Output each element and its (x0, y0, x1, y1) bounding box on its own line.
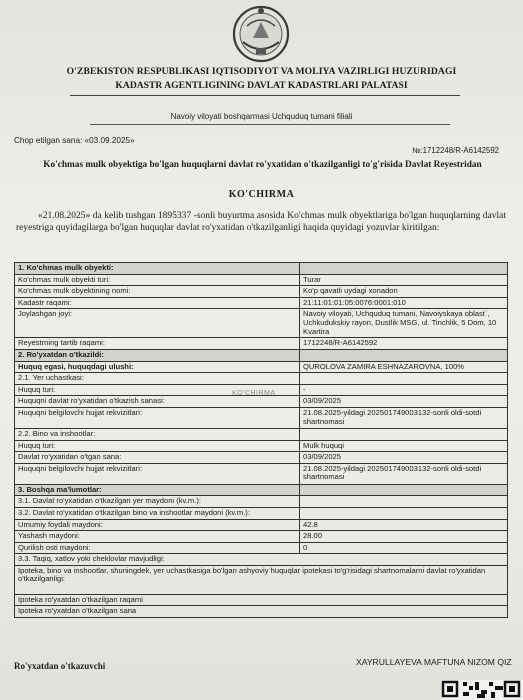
table-cell-value: Navoiy viloyati, Uchquduq tumani, Navoiyskaya oblast`, Uchkudukskiy rayon, Dustlik MSG, ul. Tinchlik, 5 Dom, 10 Kvartira (300, 309, 508, 338)
table-cell-label: 2.1. Yer uchastkasi: (15, 373, 300, 385)
qr-code-icon (441, 680, 523, 700)
table-row (15, 452, 508, 464)
table-section-row (15, 263, 508, 275)
table-row (15, 309, 508, 338)
table-row (15, 396, 508, 408)
registrar-name: XAYRULLAYEVA MAFTUNA NIZOM QIZ (356, 657, 512, 667)
table-row (15, 286, 508, 298)
agency-header: KADASTR AGENTLIGINING DAVLAT KADASTRLARI PALATASI (115, 80, 408, 91)
state-emblem-icon (229, 4, 293, 64)
table-row (15, 554, 508, 566)
intro-paragraph (16, 210, 506, 235)
table-cell-label: Umumiy foydali maydoni: (15, 519, 300, 531)
ministry-header: O'ZBEKISTON RESPUBLIKASI IQTISODIYOT VA MOLIYA VAZIRLIGI HUZURIDAGI (66, 66, 457, 77)
table-cell-value (300, 484, 508, 496)
table-cell-label: Ipoteka, bino va inshootlar, shuningdek, yer uchastkasiga bo'lgan ashyoviy huquqlar ipotekasi to'g'risidagi shartnomalarni davlat ro'yxatidan o'tkazilganligi: (15, 565, 508, 594)
document-number: №:1712248/R-A6142592 (412, 146, 499, 155)
table-cell-label: Davlat ro'yxatidan o'tgan sana: (15, 452, 300, 464)
table-row (15, 606, 508, 618)
table-cell-label: 3.2. Davlat ro'yxatidan o'tkazilgan bino va inshootlar maydoni (kv.m.): (15, 507, 300, 519)
table-row (15, 407, 508, 428)
table-cell-label: Huquq turi: (15, 440, 300, 452)
table-cell-value (300, 349, 508, 361)
branch-underline (90, 124, 450, 125)
table-row (15, 440, 508, 452)
table-cell-value: 21.08.2025-yildagi 202501749003132-sonli oldi-sotdi shartnomasi (300, 463, 508, 484)
watermark-text: KO'CHIRMA (232, 390, 276, 397)
table-cell-value (300, 263, 508, 275)
table-row (15, 297, 508, 309)
intro-text: «21.08.2025» da kelib tushgan 1895337 -sonli buyurtma asosida Ko'chmas mulk obyektlariga bo'lgan huquqlarning davlat reyestriga quyidagilarga bo'lgan huquqlar davlat ro'yxatidan o'tkazilganligi haqida quyidagi yozuvlar kiritilgan: (16, 211, 506, 234)
table-cell-label: Huquq egasi, huquqdagi ulushi: (15, 361, 300, 373)
table-cell-value: 21:11:01:01:05:0076:0001:010 (300, 297, 508, 309)
table-cell-value: Turar (300, 274, 508, 286)
table-cell-label: 2.2. Bino va inshootlar: (15, 428, 300, 440)
print-date: Chop etilgan sana: «03.09.2025» (14, 136, 135, 145)
table-row (15, 594, 508, 606)
table-cell-label: Joylashgan joyi: (15, 309, 300, 338)
table-cell-label: Ko'chmas mulk obyektining nomi: (15, 286, 300, 298)
table-cell-value: 03/09/2025 (300, 452, 508, 464)
branch-name: Navoiy viloyati boshqarmasi Uchquduq tumani filiali (170, 112, 353, 121)
table-cell-label: 3. Boshqa ma'lumotlar: (15, 484, 300, 496)
table-row (15, 428, 508, 440)
document-title: Ko'chmas mulk obyektiga bo'lgan huquqlarni davlat ro'yxatidan o'tkazilganligi to'g'risida Davlat Reyestridan (43, 160, 482, 170)
table-cell-label: Huquqni davlat ro'yxatidan o'tkazish sanasi: (15, 396, 300, 408)
table-cell-label: Reyestrning tartib raqami: (15, 338, 300, 350)
table-row (15, 507, 508, 519)
table-cell-label: Huquq turi: (15, 384, 300, 396)
table-cell-value: - (300, 384, 508, 396)
table-cell-label: 3.3. Taqiq, xatlov yoki cheklovlar mavjudligi: (15, 554, 508, 566)
table-row (15, 274, 508, 286)
table-cell-label: 2. Ro'yxatdan o'tkazildi: (15, 349, 300, 361)
table-cell-value: 21.08.2025-yildagi 202501749003132-sonli oldi-sotdi shartnomasi (300, 407, 508, 428)
table-section-row (15, 484, 508, 496)
registrar-label: Ro'yxatdan o'tkazuvchi (14, 661, 106, 671)
table-cell-label: 3.1. Davlat ro'yxatidan o'tkazilgan yer maydoni (kv.m.): (15, 496, 300, 508)
table-cell-value: QUROLOVA ZAMIRA ESHNAZAROVNA, 100% (300, 361, 508, 373)
table-cell-value: Ko'p qavatli uydagi xonadon (300, 286, 508, 298)
table-row (15, 531, 508, 543)
table-cell-value: 42.8 (300, 519, 508, 531)
table-cell-value (300, 373, 508, 385)
table-cell-value: Mulk huquqi (300, 440, 508, 452)
table-cell-label: 1. Ko'chmas mulk obyekti: (15, 263, 300, 275)
table-row (15, 565, 508, 594)
table-cell-label: Yashash maydoni: (15, 531, 300, 543)
table-cell-value: 03/09/2025 (300, 396, 508, 408)
table-row (15, 496, 508, 508)
table-section-row (15, 349, 508, 361)
table-row (15, 338, 508, 350)
table-cell-label: Huquqni belgilovchi hujjat rekvizitlari: (15, 463, 300, 484)
table-cell-value: 1712248/R-A6142592 (300, 338, 508, 350)
table-cell-label: Huquqni belgilovchi hujjat rekvizitlari: (15, 407, 300, 428)
table-row (15, 361, 508, 373)
table-row (15, 463, 508, 484)
table-cell-label: Ko'chmas mulk obyekti turi: (15, 274, 300, 286)
header-divider (70, 95, 460, 96)
table-cell-value (300, 507, 508, 519)
document-kind: KO'CHIRMA (228, 189, 295, 200)
table-cell-value (300, 496, 508, 508)
table-row (15, 542, 508, 554)
table-cell-value: 28.00 (300, 531, 508, 543)
table-row (15, 519, 508, 531)
table-cell-label: Qurilish osti maydoni: (15, 542, 300, 554)
table-cell-label: Kadastr raqami: (15, 297, 300, 309)
table-cell-label: Ipoteka ro'yxatdan o'tkazilgan sana (15, 606, 508, 618)
table-cell-value (300, 428, 508, 440)
table-cell-value: 0 (300, 542, 508, 554)
table-row (15, 373, 508, 385)
register-table (14, 262, 508, 618)
table-cell-label: Ipoteka ro'yxatdan o'tkazilgan raqami (15, 594, 508, 606)
